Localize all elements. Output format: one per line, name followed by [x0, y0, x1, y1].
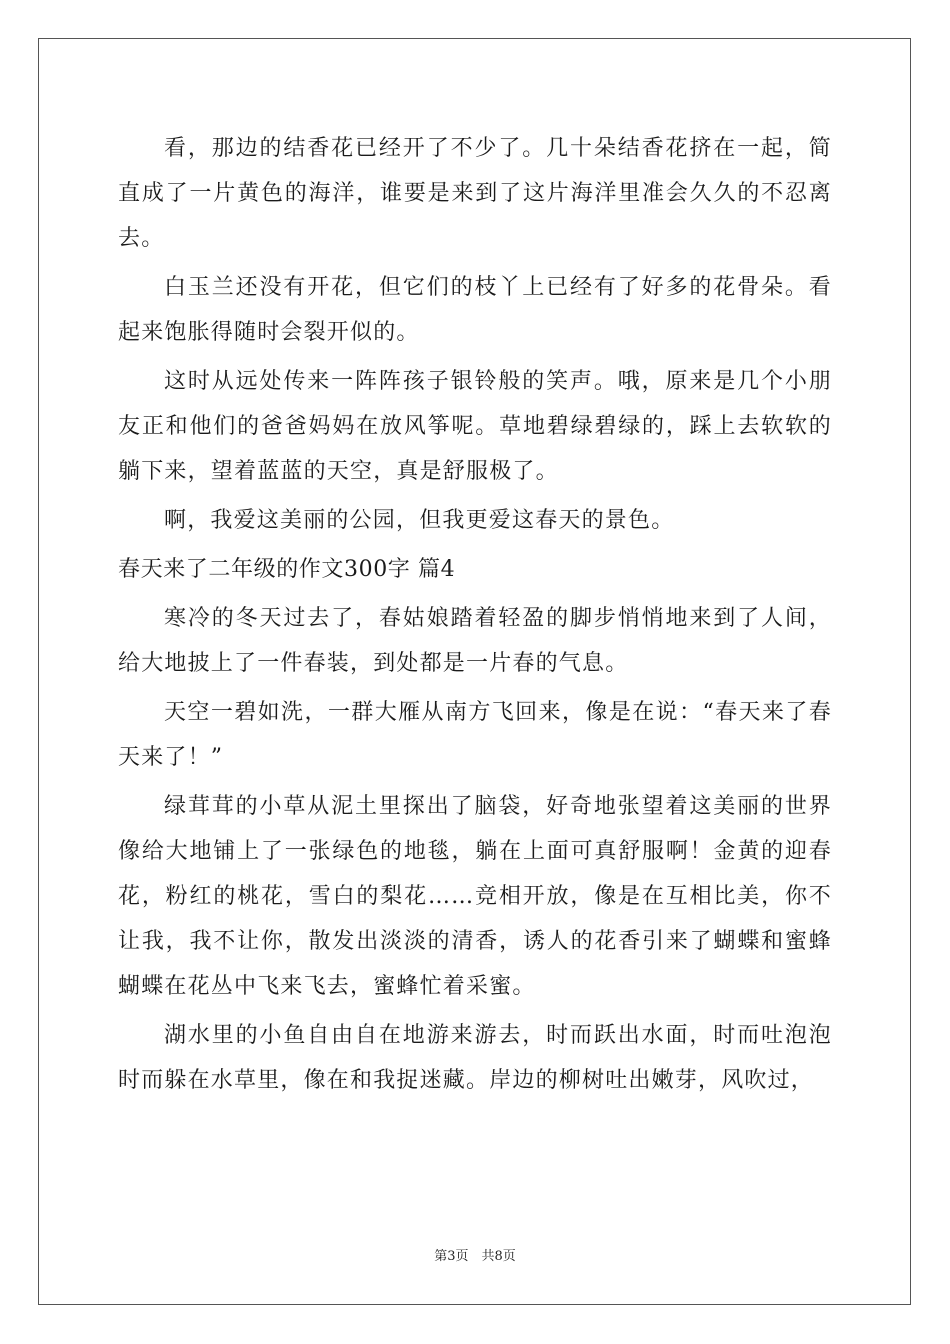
- page-number: 第3页 共8页: [434, 1249, 516, 1264]
- paragraph: 湖水里的小鱼自由自在地游来游去，时而跃出水面，时而吐泡泡时而躲在水草里，像在和我捉迷藏。岸边的柳树吐出嫩芽，风吹过，: [118, 1023, 832, 1093]
- section-heading: 春天来了二年级的作文300字 篇4: [118, 557, 456, 582]
- paragraph: 天空一碧如洗，一群大雁从南方飞回来，像是在说：“春天来了春天来了！”: [118, 700, 832, 770]
- paragraph: 寒冷的冬天过去了，春姑娘踏着轻盈的脚步悄悄地来到了人间，给大地披上了一件春装，到处都是一片春的气息。: [118, 606, 832, 676]
- paragraph: 绿茸茸的小草从泥土里探出了脑袋，好奇地张望着这美丽的世界像给大地铺上了一张绿色的地毯，躺在上面可真舒服啊！金黄的迎春花，粉红的桃花，雪白的梨花……竞相开放，像是在互相比美，你不让我，我不让你，散发出淡淡的清香，诱人的花香引来了蝴蝶和蜜蜂蝴蝶在花丛中飞来飞去，蜜蜂忙着采蜜。: [118, 794, 832, 999]
- paragraph: 啊，我爱这美丽的公园，但我更爱这春天的景色。: [164, 508, 675, 533]
- paragraph: 白玉兰还没有开花，但它们的枝丫上已经有了好多的花骨朵。看起来饱胀得随时会裂开似的。: [118, 275, 832, 345]
- paragraph: 看，那边的结香花已经开了不少了。几十朵结香花挤在一起，简直成了一片黄色的海洋，谁要是来到了这片海洋里准会久久的不忍离去。: [118, 136, 832, 251]
- document-body: [118, 126, 832, 1107]
- paragraph: 这时从远处传来一阵阵孩子银铃般的笑声。哦，原来是几个小朋友正和他们的爸爸妈妈在放风筝呢。草地碧绿碧绿的，踩上去软软的躺下来，望着蓝蓝的天空，真是舒服极了。: [118, 369, 832, 484]
